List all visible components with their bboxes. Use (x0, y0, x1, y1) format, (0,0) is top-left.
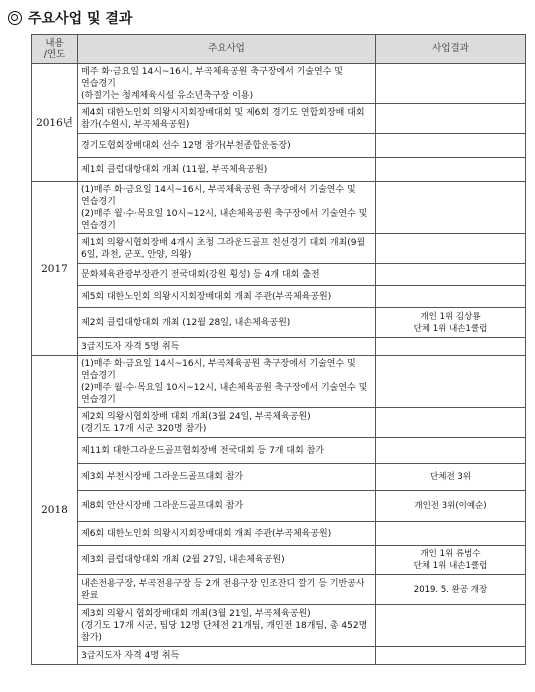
project-cell: 제1회 클럽대항대회 개최 (11월, 부곡체육공원) (78, 158, 376, 182)
project-cell: 제3회 의왕시 협회장배대회 개최(3월 21일, 부곡체육공원) (경기도 17개 시군, 팀당 12명 단체전 21개팀, 개인전 18개팀, 총 452명 참가) (78, 605, 376, 647)
table-row (32, 286, 526, 308)
table-row (32, 338, 526, 356)
project-cell: 제6회 대한노인회 의왕시지회장배대회 개최 주관(부곡체육공원) (78, 522, 376, 546)
result-cell (376, 182, 526, 234)
table-row (32, 356, 526, 408)
table-row (32, 464, 526, 491)
project-cell: 제5회 대한노인회 의왕시지회장배대회 개최 주관(부곡체육공원) (78, 286, 376, 308)
result-cell (376, 264, 526, 286)
table-row (32, 158, 526, 182)
project-cell: (1)매주 화·금요일 14시~16시, 부곡체육공원 축구장에서 기술연수 및 연습경기 (2)매주 월·수·목요일 10시~12시, 내손체육공원 축구장에서 기술연수 및 연습경기 (78, 182, 376, 234)
table-row (32, 522, 526, 546)
table-row (32, 408, 526, 438)
table-row (32, 575, 526, 605)
result-cell: 개인 1위 류범수 단체 1위 내손1클럽 (376, 546, 526, 575)
table-header-row (32, 35, 526, 64)
section-title (8, 6, 132, 30)
result-cell: 2019. 5. 완공 개장 (376, 575, 526, 605)
project-cell: 제3회 클럽대항대회 개최 (2월 27일, 내손체육공원) (78, 546, 376, 575)
table-row (32, 104, 526, 134)
project-cell: 제8회 안산시장배 그라운드골프대회 참가 (78, 491, 376, 522)
project-cell: 3급지도자 자격 4명 취득 (78, 647, 376, 665)
table-row (32, 647, 526, 665)
year-cell: 2017 (32, 182, 78, 356)
result-cell (376, 286, 526, 308)
business-results-table (31, 34, 526, 665)
result-cell (376, 234, 526, 264)
table-row (32, 134, 526, 158)
project-cell: 제2회 클럽대항대회 개최 (12월 28일, 내손체육공원) (78, 308, 376, 338)
project-cell: 제3회 부천시장배 그라운드골프대회 참가 (78, 464, 376, 491)
project-cell: 3급지도자 자격 5명 취득 (78, 338, 376, 356)
result-cell (376, 438, 526, 464)
year-cell: 2018 (32, 356, 78, 665)
header-year: 내용 /연도 (32, 35, 78, 64)
result-cell: 개인전 3위(이예순) (376, 491, 526, 522)
project-cell: 제4회 대한노인회 의왕시지회장배대회 및 제6회 경기도 연합회장배 대회 참가(수원시, 부곡체육공원) (78, 104, 376, 134)
project-cell: 제1회 의왕시협회장배 4개시 초청 그라운드골프 친선경기 대회 개최(9월 6일, 과천, 군포, 안양, 의왕) (78, 234, 376, 264)
project-cell: 제2회 의왕시협회장배 대회 개최(3월 24일, 부곡체육공원) (경기도 17개 시군 320명 참가) (78, 408, 376, 438)
result-cell (376, 338, 526, 356)
table-row (32, 491, 526, 522)
project-cell: 내손전용구장, 부곡전용구장 등 2개 전용구장 인조잔디 깔기 등 기반공사 완료 (78, 575, 376, 605)
year-cell: 2016년 (32, 64, 78, 182)
result-cell (376, 134, 526, 158)
table-row (32, 64, 526, 104)
project-cell: (1)매주 화·금요일 14시~16시, 부곡체육공원 축구장에서 기술연수 및 연습경기 (2)매주 월·수·목요일 10시~12시, 내손체육공원 축구장에서 기술연수 및 연습경기 (78, 356, 376, 408)
table-row (32, 605, 526, 647)
header-project: 주요사업 (78, 35, 376, 64)
table-body (32, 64, 526, 665)
section-title-text: 주요사업 및 결과 (28, 11, 133, 27)
result-cell (376, 408, 526, 438)
result-cell (376, 522, 526, 546)
table-row (32, 234, 526, 264)
header-result: 사업결과 (376, 35, 526, 64)
table-row (32, 546, 526, 575)
double-circle-icon (8, 11, 22, 25)
table-row (32, 308, 526, 338)
result-cell (376, 64, 526, 104)
result-cell (376, 158, 526, 182)
result-cell (376, 647, 526, 665)
result-cell (376, 104, 526, 134)
project-cell: 매주 화·금요일 14시~16시, 부곡체육공원 축구장에서 기술연수 및 연습경기 (하절기는 청계체육시설 유소년축구장 이용) (78, 64, 376, 104)
table-row (32, 264, 526, 286)
result-cell: 단체전 3위 (376, 464, 526, 491)
table-row (32, 438, 526, 464)
result-cell (376, 605, 526, 647)
project-cell: 경기도협회장배대회 선수 12명 참가(부천종합운동장) (78, 134, 376, 158)
project-cell: 제11회 대한그라운드골프협회장배 전국대회 등 7개 대회 참가 (78, 438, 376, 464)
result-cell: 개인 1위 김상룡 단체 1위 내손1클럽 (376, 308, 526, 338)
table-row (32, 182, 526, 234)
project-cell: 문화체육관광부장관기 전국대회(강원 횡성) 등 4개 대회 출전 (78, 264, 376, 286)
result-cell (376, 356, 526, 408)
